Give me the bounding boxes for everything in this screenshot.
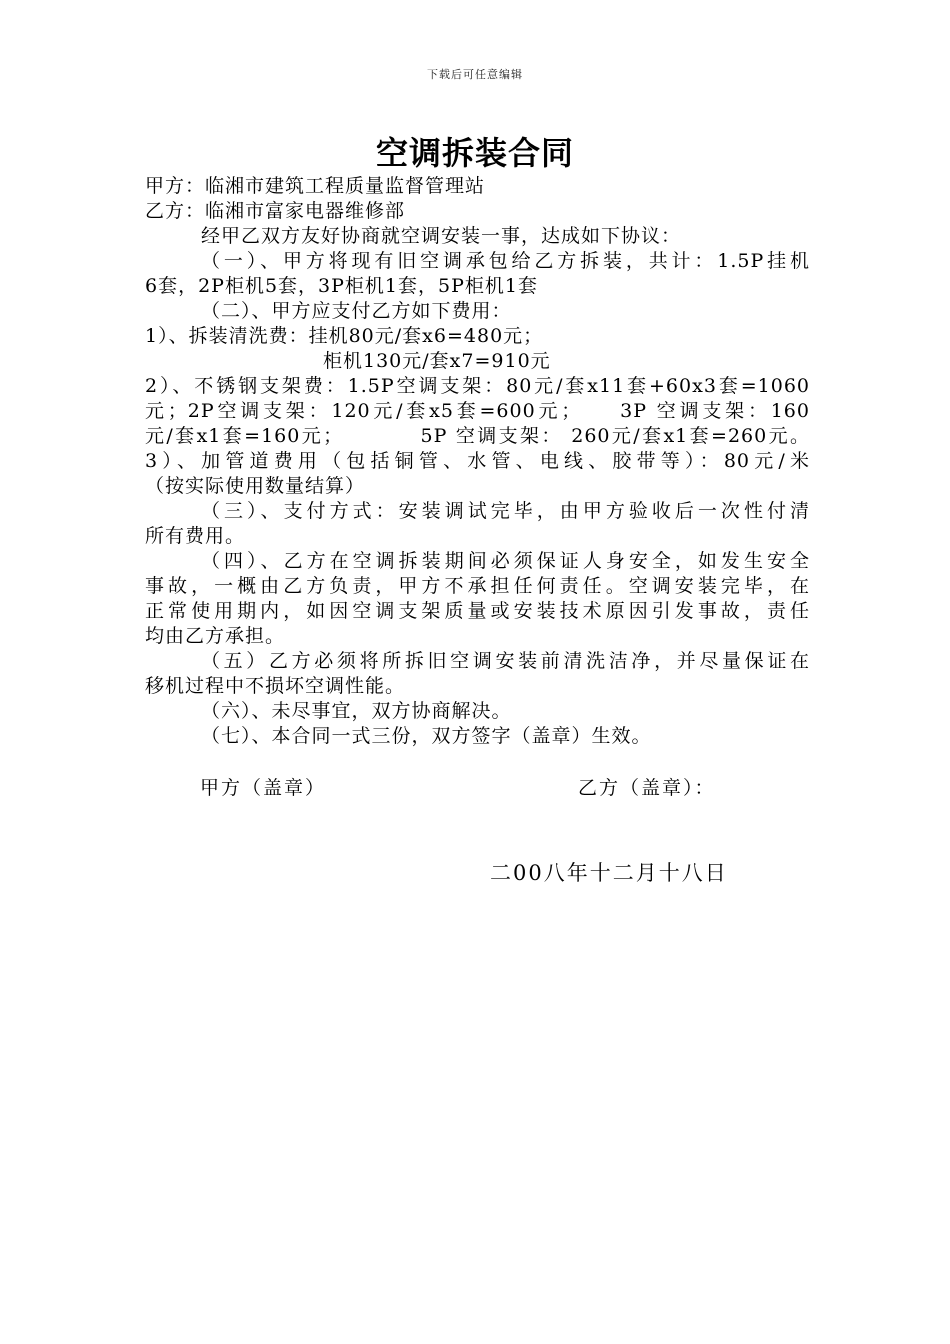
clause-1-line-2: 6套，2P柜机5套，3P柜机1套，5P柜机1套 <box>145 275 538 297</box>
party-a-line: 甲方：临湘市建筑工程质量监督管理站 <box>145 175 486 197</box>
fee-item-2-line-1: 2）、不锈钢支架费：1.5P空调支架：80元/套x11套+60x3套=1060 <box>145 375 810 397</box>
clause-7: （七）、本合同一式三份，双方签字（盖章）生效。 <box>201 725 652 747</box>
contract-body <box>145 174 810 749</box>
fee-item-2-line-2: 元；2P空调支架：120元/套x5套=600元； 3P 空调支架：160 <box>145 400 810 422</box>
clause-5-line-2: 移机过程中不损坏空调性能。 <box>145 675 406 697</box>
clause-5-line-1: （五）乙方必须将所拆旧空调安装前清洗洁净，并尽量保证在 <box>201 650 810 672</box>
fee-item-3-line-2: （按实际使用数量结算） <box>145 475 366 497</box>
clause-1-line-1: （一）、甲方将现有旧空调承包给乙方拆装，共计：1.5P挂机 <box>201 250 810 272</box>
document-title: 空调拆装合同 <box>375 134 574 172</box>
fee-item-2-line-3: 元/套x1套=160元； 5P 空调支架： 260元/套x1套=260元。 <box>145 425 810 447</box>
fee-item-1-cabinet: 柜机130元/套x7=910元 <box>323 350 551 372</box>
party-a-signature: 甲方（盖章） <box>200 777 327 799</box>
clause-4-line-3: 正常使用期内，如因空调支架质量或安装技术原因引发事故，责任 <box>145 600 810 622</box>
party-b-line: 乙方：临湘市富家电器维修部 <box>145 200 406 222</box>
party-b-signature: 乙方（盖章）： <box>578 777 716 799</box>
clause-4-line-4: 均由乙方承担。 <box>145 625 286 647</box>
clause-3-line-1: （三）、支付方式：安装调试完毕，由甲方验收后一次性付清 <box>201 500 810 522</box>
fee-item-3-line-1: 3）、加管道费用（包括铜管、水管、电线、胶带等）：80元/米 <box>145 450 810 472</box>
clause-4-line-1: （四）、乙方在空调拆装期间必须保证人身安全，如发生安全 <box>201 550 810 572</box>
clause-3-line-2: 所有费用。 <box>145 525 246 547</box>
clause-2-heading: （二）、甲方应支付乙方如下费用： <box>201 300 512 322</box>
page-header-note: 下载后可任意编辑 <box>427 68 523 81</box>
fee-item-1: 1）、拆装清洗费：挂机80元/套x6=480元； <box>145 325 544 347</box>
agreement-intro: 经甲乙双方友好协商就空调安装一事，达成如下协议： <box>201 225 682 247</box>
clause-4-line-2: 事故，一概由乙方负责，甲方不承担任何责任。空调安装完毕，在 <box>145 575 810 597</box>
contract-date: 二00八年十二月十八日 <box>490 861 728 885</box>
clause-6: （六）、未尽事宜，双方协商解决。 <box>201 700 512 722</box>
